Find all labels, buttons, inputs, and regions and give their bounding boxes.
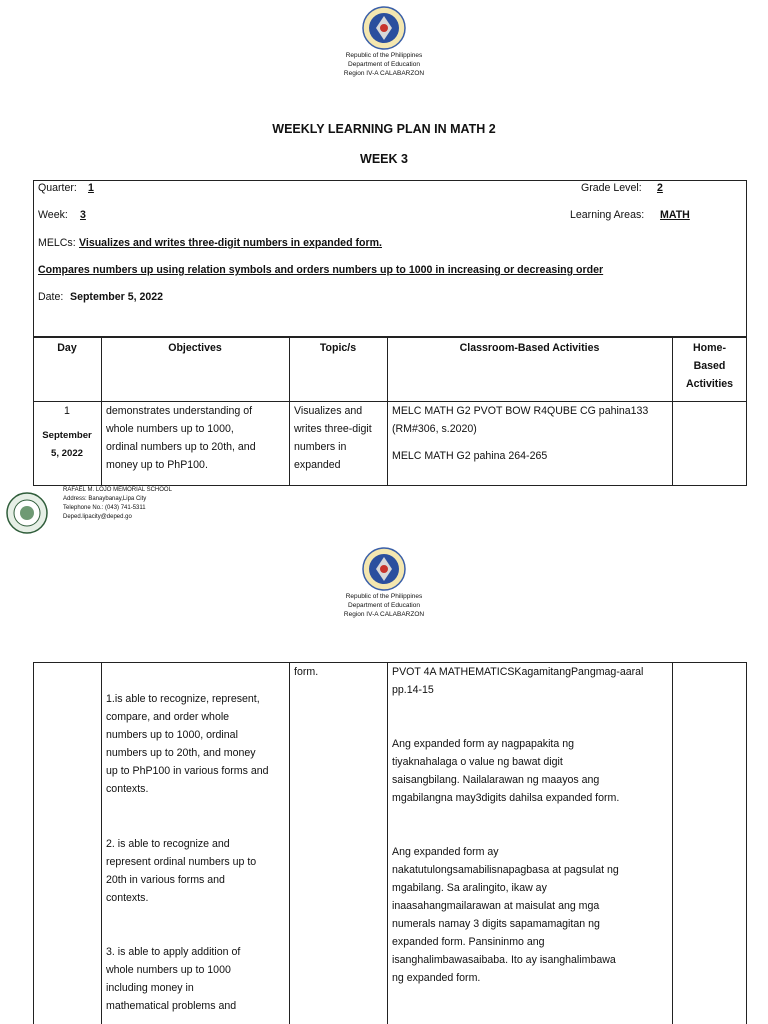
- date-value: September 5, 2022: [70, 291, 164, 303]
- header-region: Region IV-A CALABARZON: [343, 70, 425, 77]
- objective-line: 3. is able to apply addition of: [106, 946, 241, 958]
- para-line: isanghalimbawasaibaba. Ito ay isanghalimbawa: [392, 954, 616, 966]
- row1-objectives: [106, 402, 288, 474]
- col-divider: [387, 662, 388, 1024]
- objective-line: 2. is able to recognize and: [106, 838, 230, 850]
- objective-1: [106, 690, 288, 798]
- col-divider: [33, 662, 34, 1024]
- expanded-form-para1: [392, 735, 670, 807]
- topic-line: Visualizes and: [294, 405, 363, 417]
- objective-line: contexts.: [106, 783, 149, 795]
- grade-label: Grade Level:: [581, 182, 642, 194]
- objective-line: demonstrates understanding of: [106, 405, 253, 417]
- header-home-line2: Based: [693, 360, 726, 372]
- objective-line: contexts.: [106, 892, 149, 904]
- info-box: [33, 180, 747, 337]
- week-value: 3: [80, 209, 86, 221]
- classroom-line: MELC MATH G2 pahina 264-265: [392, 450, 548, 462]
- para-line: nakatutulongsamabilisnapagbasa at pagsulat ng: [392, 864, 619, 876]
- objective-line: up to PhP100 in various forms and: [106, 765, 269, 777]
- objective-line: numbers up to 20th, and money: [106, 747, 256, 759]
- melcs-second: Compares numbers up using relation symbols and orders numbers up to 1000 in increasing or decreasing order: [38, 264, 604, 276]
- footer-address: Address: Banaybanay,Lipa City: [63, 496, 147, 502]
- topic-line: numbers in: [294, 441, 347, 453]
- header-home: [672, 339, 747, 393]
- day-date-line1: September: [42, 430, 92, 441]
- para-line: numerals namay 3 digits sapamamagitan ng: [392, 918, 600, 930]
- day-date-line2: 5, 2022: [50, 448, 83, 459]
- topic-continued: form.: [294, 666, 319, 678]
- col-divider: [746, 662, 747, 1024]
- melcs-label: MELCs:: [38, 237, 76, 249]
- school-logo: [6, 492, 48, 539]
- classroom-line: MELC MATH G2 PVOT BOW R4QUBE CG pahina133: [392, 405, 649, 417]
- grade-value: 2: [657, 182, 663, 194]
- para-line: saisangbilang. Nailalarawan ng maayos ang: [392, 774, 600, 786]
- footer-school: RAFAEL M. LOJO MEMORIAL SCHOOL: [63, 487, 172, 493]
- para-line: expanded form. Pansininmo ang: [392, 936, 545, 948]
- topic-line: writes three-digit: [294, 423, 372, 435]
- para-line: inaasahangmailarawan at maisulat ang mga: [392, 900, 600, 912]
- objective-line: including money in: [106, 982, 194, 994]
- col-divider: [387, 337, 388, 486]
- classroom-line: (RM#306, s.2020): [392, 423, 477, 435]
- para-line: mgabilangna may3digits dahilsa expanded form.: [392, 792, 620, 804]
- classroom-line: pp.14-15: [392, 684, 434, 696]
- col-divider: [101, 662, 102, 1024]
- expanded-form-para2: [392, 843, 670, 987]
- objective-line: numbers up to 1000, ordinal: [106, 729, 238, 741]
- quarter-label: Quarter:: [38, 182, 77, 194]
- header-deped: Department of Education: [348, 602, 420, 609]
- week-label: Week:: [38, 209, 68, 221]
- header-home-line1: Home-: [693, 342, 726, 354]
- objective-line: ordinal numbers up to 20th, and: [106, 441, 256, 453]
- classroom-line: PVOT 4A MATHEMATICSKagamitangPangmag-aaral: [392, 666, 644, 678]
- date-label: Date:: [38, 291, 64, 303]
- classroom-reference: [392, 663, 670, 699]
- header-deped: Department of Education: [348, 61, 420, 68]
- document-title: WEEKLY LEARNING PLAN IN MATH 2: [272, 122, 496, 136]
- header-republic: Republic of the Philippines: [345, 52, 423, 59]
- melcs-value: Visualizes and writes three-digit numbers in expanded form.: [79, 237, 382, 249]
- objective-line: compare, and order whole: [106, 711, 230, 723]
- deped-seal: [362, 547, 406, 596]
- objective-line: 20th in various forms and: [106, 874, 225, 886]
- objective-line: whole numbers up to 1000: [106, 964, 231, 976]
- para-line: Ang expanded form ay nagpapakita ng: [392, 738, 574, 750]
- row1-classroom: [392, 402, 670, 465]
- quarter-value: 1: [88, 182, 94, 194]
- deped-seal: [362, 6, 406, 55]
- para-line: ng expanded form.: [392, 972, 481, 984]
- header-classroom: Classroom-Based Activities: [459, 342, 600, 354]
- objective-3: [106, 943, 288, 1015]
- para-line: Ang expanded form ay: [392, 846, 499, 858]
- objective-line: 1.is able to recognize, represent,: [106, 693, 260, 705]
- col-divider: [101, 337, 102, 486]
- objective-line: whole numbers up to 1000,: [106, 423, 234, 435]
- para-line: mgabilang. Sa aralingito, ikaw ay: [392, 882, 547, 894]
- objective-line: mathematical problems and: [106, 1000, 237, 1012]
- footer-email: Deped.lipacity@deped.go: [63, 514, 132, 520]
- header-objectives: Objectives: [168, 342, 222, 354]
- header-day: Day: [57, 342, 77, 354]
- col-divider: [289, 662, 290, 1024]
- col-divider: [289, 337, 290, 486]
- day-number: 1: [64, 405, 70, 417]
- objective-line: money up to PhP100.: [106, 459, 208, 471]
- row1-topics: [294, 402, 386, 474]
- header-republic: Republic of the Philippines: [345, 593, 423, 600]
- header-home-line3: Activities: [685, 378, 734, 390]
- day-date: [33, 427, 101, 463]
- para-line: tiyaknahalaga o value ng bawat digit: [392, 756, 563, 768]
- area-value: MATH: [660, 209, 690, 221]
- footer-phone: Telephone No.: (043) 741-5311: [63, 505, 146, 511]
- area-label: Learning Areas:: [570, 209, 645, 221]
- week-title: WEEK 3: [360, 152, 408, 166]
- col-divider: [672, 662, 673, 1024]
- header-region: Region IV-A CALABARZON: [343, 611, 425, 618]
- objective-line: represent ordinal numbers up to: [106, 856, 257, 868]
- topic-line: expanded: [294, 459, 341, 471]
- header-topics: Topic/s: [319, 342, 357, 354]
- objective-2: [106, 835, 288, 907]
